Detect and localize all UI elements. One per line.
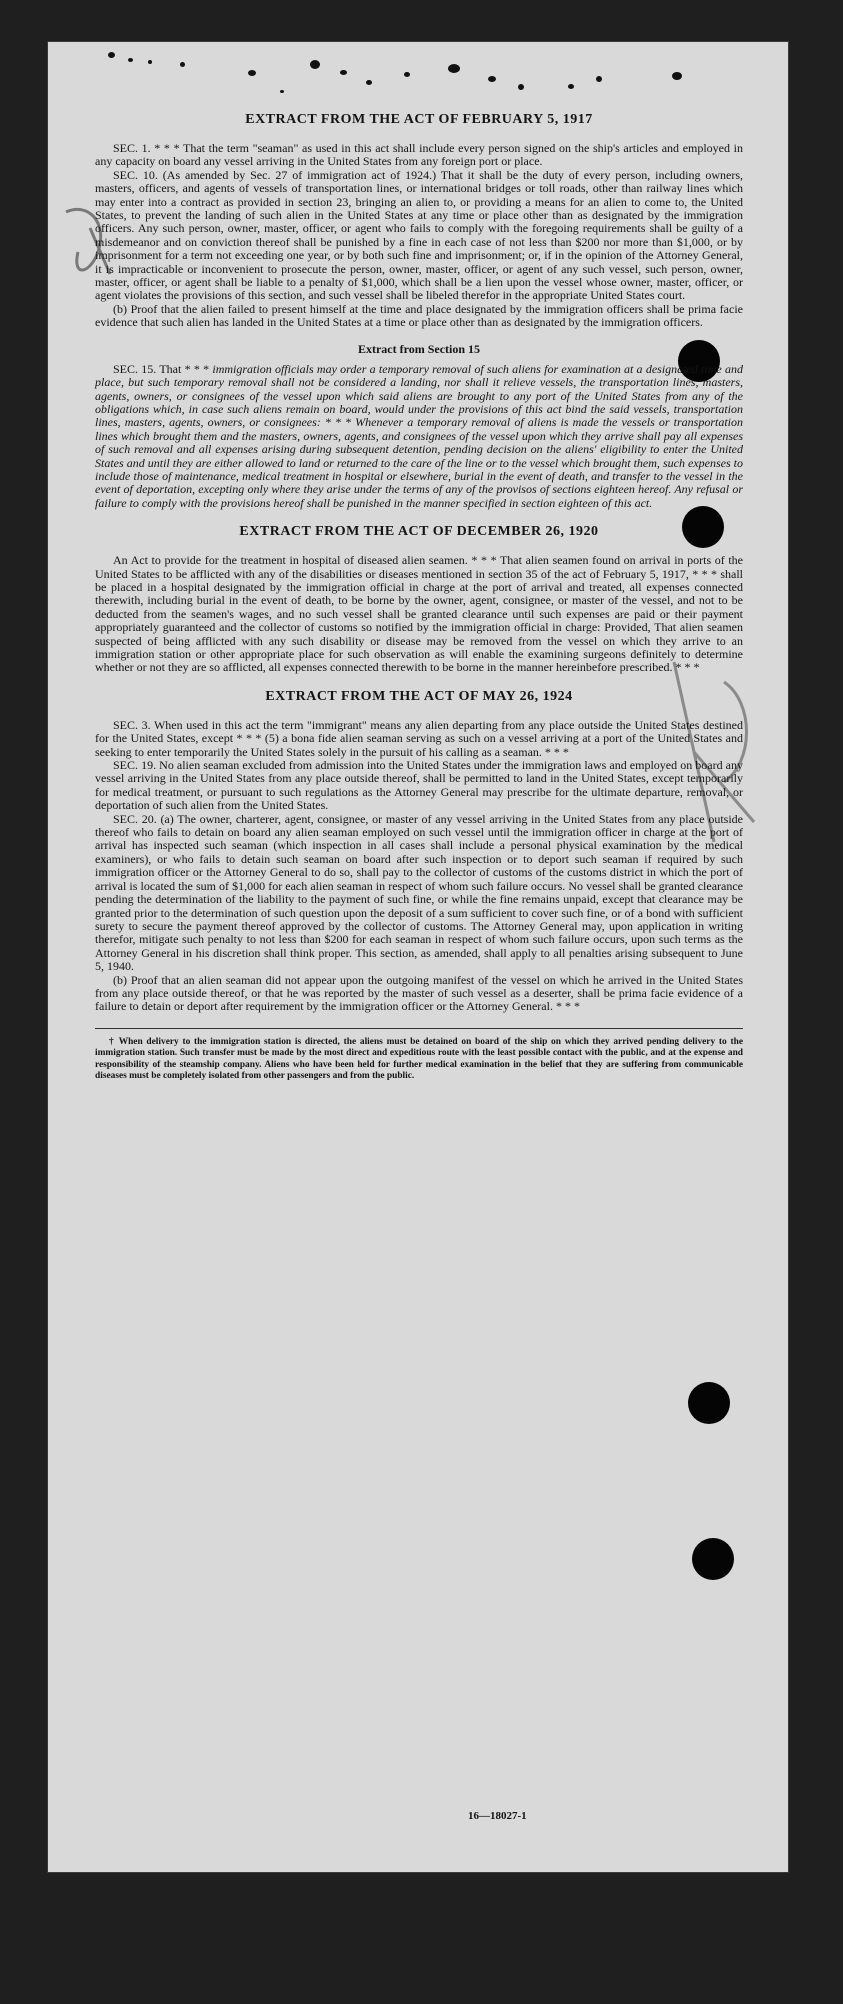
ink-mark — [518, 84, 524, 90]
ink-mark — [180, 62, 185, 67]
paragraph-sec-19: SEC. 19. No alien seaman excluded from admission into the United States under the immigration laws and employed on board any vessel arriving in the United States from any place outside thereof, shall be permitted to land in the United States, except temporarily for medical treatment, or pursuant to such regulations as the Attorney General may prescribe for the ultimate departure, removal, or deportation of such alien from the United States. — [95, 758, 743, 813]
ink-mark — [568, 84, 574, 89]
heading-act-1920: EXTRACT FROM THE ACT OF DECEMBER 26, 1920 — [239, 524, 599, 540]
sec-15-lead: SEC. 15. That * * * — [113, 361, 210, 376]
paragraph-sec-15 — [95, 363, 743, 510]
footnote-block — [95, 1028, 743, 1083]
paragraph-sec-1: SEC. 1. * * * That the term "seaman" as used in this act shall include every person signed on the ship's articles and employed in any capacity on board any vessel arriving in the United States from any foreign port or place. — [95, 141, 743, 169]
ink-mark — [366, 80, 372, 85]
document-body — [95, 102, 743, 1082]
ink-mark — [248, 70, 256, 76]
paragraph-act-1920: An Act to provide for the treatment in hospital of diseased alien seamen. * * * That alien seamen found on arrival in ports of the United States to be afflicted with any of the disabilities or diseases mentioned in section 35 of the act of February 5, 1917, * * * shall be placed in a hospital designated by the immigration official in charge at the port of arrival and treated, all expenses connected therewith, including burial in the event of death, to be borne by the owner, agent, consignee, or master of the vessel, and not to be deducted from the seamen's wages, and no such vessel shall be granted clearance until such expenses are paid or their payment appropriately guaranteed and the collector of customs so notified by the immigration official in charge: Provided, That alien seamen suspected of being afflicted with any such disability or disease may be removed from the vessel on which they arrive to an immigration station or other appropriate place for such observation as will enable the examining surgeons definitely to determine whether or not they are so afflicted, all expenses connected therewith to be borne in the manner hereinbefore prescribed. * * * — [95, 553, 743, 675]
footnote-text: † When delivery to the immigration station is directed, the aliens must be detained on board of the ship on which they arrived pending delivery to the immigration station. Such transfer must be made by the most direct and expeditious route with the least possible contact with the public, and at the expense and responsibility of the steamship company. Aliens who have been held for further medical examination in the belief that they are suffering from communicable diseases must be completely isolated from other passengers and from the public. — [95, 1036, 743, 1081]
ink-mark — [108, 52, 115, 58]
ink-mark — [148, 60, 152, 64]
heading-section-15: Extract from Section 15 — [357, 341, 481, 356]
paragraph-sec-10-b: (b) Proof that the alien failed to present himself at the time and place designated by the immigration officers shall be prima facie evidence that such alien has landed in the United States at a time or place other than as designated by the immigration officers. — [95, 301, 743, 330]
form-number: 16—18027-1 — [468, 1810, 527, 1822]
paragraph-sec-10: SEC. 10. (As amended by Sec. 27 of immigration act of 1924.) That it shall be the duty of every person, including owners, masters, officers, and agents of vessels of transportation lines, or international bridges or toll roads, other than railway lines which may enter into a contract as provided in section 23, bringing an alien to, or providing a means for an alien to come to, the United States, to prevent the landing of such alien in the United States at any time or place other than as designated by the immigration officers. Any such person, owner, master, officer, or agent who fails to comply with the foregoing requirements shall be guilty of a misdemeanor and on conviction thereof shall be punished by a fine in each case of not less than $200 nor more than $1,000, or by imprisonment for a term not exceeding one year, or by both such fine and imprisonment; or, if in the opinion of the Attorney General, it is impracticable or inconvenient to prosecute the person, owner, master, officer, or agent of any such vessel, such person, owner, master, officer, or agent shall be liable to a penalty of $1,000, which shall be a lien upon the vessel whose owner, master, officer, or agent violates the provisions of this section, and such vessel shall be libeled therefor in the appropriate United States court. — [95, 167, 743, 303]
sec-15-text: immigration officials may order a temporary removal of such aliens for examination at a designated time and place, but such temporary removal shall not be considered a landing, nor shall it relieve vessels, the transportation lines, masters, agents, owners, or consignees of the vessel upon which said aliens are brought to any port of the United States from any of the obligations which, in case such aliens remain on board, would under the provisions of this act bind the said vessels, transportation lines, masters, agents, owners, or consignees: * * * Whenever a temporary removal of aliens is made the vessels or transportation lines which brought them and the masters, owners, agents, and consignees of the vessel upon which they arrive shall pay all expenses of such removal and all expenses arising during subsequent detention, pending decision on the aliens' eligibility to enter the United States and until they are either allowed to land or returned to the care of the line or to the vessel which brought them, such expenses to include those of maintenance, medical treatment in hospital or elsewhere, burial in the event of death, and transfer to the vessel in the event of deportation, excepting only where they arise under the terms of any of the provisos of sections eighteen hereof. Any refusal or failure to comply with the provisions hereof shall be punished in the manner specified in section eighteen of this act. — [95, 361, 744, 510]
ink-mark — [488, 76, 496, 82]
heading-act-1917: EXTRACT FROM THE ACT OF FEBRUARY 5, 1917 — [245, 112, 593, 127]
paragraph-sec-20-a: SEC. 20. (a) The owner, charterer, agent, consignee, or master of any vessel arriving in the United States from any place outside thereof who fails to detain on board any alien seaman employed on such vessel until the immigration officer in charge at the port of arrival has inspected such seaman (which inspection in all cases shall include a personal physical examination by the medical examiners), or who fails to detain such seaman on board after such inspection or to deport such seaman if required by such immigration officer or the Attorney General to do so, shall pay to the collector of customs of the customs district in which the port of arrival is located the sum of $1,000 for each alien seaman in respect of whom such failure occurs. No vessel shall be granted clearance pending the determination of the liability to the payment of such fine, or while the fine remains unpaid, except that clearance may be granted prior to the determination of such question upon the deposit of a sum sufficient to cover such fine, or of a bond with sufficient surety to secure the payment thereof approved by the collector of customs. The Attorney General may, upon application in writing therefor, mitigate such penalty to not less than $200 for each seaman in respect of whom such failure occurs, upon such terms as the Attorney General in his discretion shall think proper. This section, as amended, shall apply to all penalties arising subsequent to June 5, 1940. — [95, 811, 743, 974]
ink-mark — [310, 60, 320, 69]
paragraph-sec-20-b: (b) Proof that an alien seaman did not appear upon the outgoing manifest of the vessel on which he arrived in the United States from any place outside thereof, or that he was reported by the master of such vessel as a deserter, shall be prima facie evidence of a failure to detain or deport after requirement by the immigration officer or the Attorney General. * * * — [95, 972, 743, 1014]
ink-mark — [448, 64, 460, 73]
punch-hole — [688, 1382, 730, 1424]
paragraph-sec-3: SEC. 3. When used in this act the term "immigrant" means any alien departing from any place outside the United States destined for the United States, except * * * (5) a bona fide alien seaman serving as such on a vessel arriving at a port of the United States and seeking to enter temporarily the United States solely in the pursuit of his calling as a seaman. * * * — [95, 717, 743, 759]
ink-mark — [128, 58, 133, 62]
document-page — [48, 42, 788, 1872]
heading-act-1924: EXTRACT FROM THE ACT OF MAY 26, 1924 — [265, 688, 573, 704]
ink-mark — [280, 90, 284, 93]
ink-mark — [672, 72, 682, 80]
punch-hole — [692, 1538, 734, 1580]
ink-mark — [340, 70, 347, 75]
ink-mark — [404, 72, 410, 77]
ink-mark — [596, 76, 602, 82]
